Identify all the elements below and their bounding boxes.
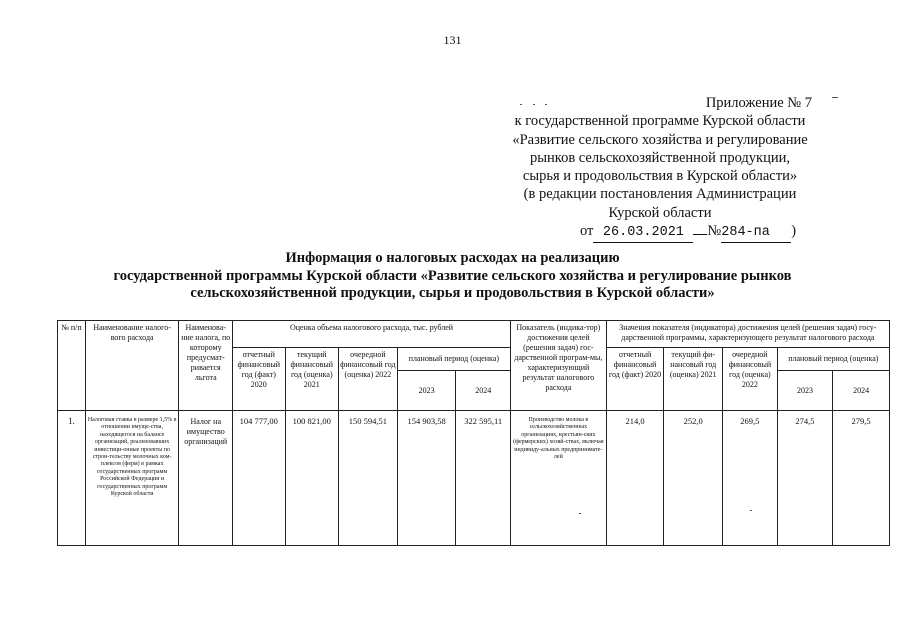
scan-speck: [832, 97, 838, 98]
header-indicator: Показатель (индика-тор) достижения целей (решения задач) гос-дарственной програм-мы, характеризующий результат налогового расхода: [510, 321, 606, 411]
row-estimate-2023: 154 903,58: [397, 411, 456, 546]
resolution-number: [721, 224, 791, 243]
scan-speck: [520, 104, 522, 105]
row-value-2024: 279,5: [833, 411, 890, 546]
scan-speck: [545, 104, 547, 105]
appendix-line: рынков сельскохозяйственной продукции,: [530, 149, 790, 166]
page-number: 131: [443, 33, 462, 47]
row-estimate-2022: 150 594,51: [339, 411, 398, 546]
row-value-2023: 274,5: [777, 411, 833, 546]
appendix-line: Приложение № 7: [705, 95, 812, 111]
title-line: сельскохозяйственной продукции, сырья и продовольствия в Курской области»: [190, 285, 715, 301]
resolution-date: [593, 224, 693, 243]
appendix-block: [470, 94, 850, 243]
header-expense-name: Наименование налого-вого расхода: [85, 321, 179, 411]
appendix-date-line: [470, 222, 850, 243]
document-title: [0, 250, 905, 303]
header-values-2022: очередной финансовый год (оценка) 2022: [723, 348, 778, 411]
header-values-plan-2024: 2024: [833, 371, 890, 411]
number-prefix: №: [707, 223, 722, 240]
resolution-date-value: 26.03.2021: [602, 225, 684, 241]
header-tax-name: Наименова-ние налога, по которому предусмат-ривается льгота: [179, 321, 233, 411]
row-expense-name: Налоговая ставка в размере 1,5% в отношении имуще-ства, находящегося на балансе организаций, реализовавших инвестици-онные проекты по строи-тельству молочных ком-плексов (ферм) в рамках государственных программ Российской Федерации и государственных программ Курской области: [85, 411, 179, 546]
appendix-line: сырья и продовольствия в Курской области»: [522, 168, 798, 185]
scan-speck: [579, 513, 581, 514]
header-num: № п/п: [58, 321, 86, 411]
appendix-line: (в редакции постановления Администрации: [523, 186, 797, 203]
header-values-plan-period: плановый период (оценка): [777, 348, 889, 371]
scan-speck: [750, 510, 752, 511]
tax-expense-table: [57, 320, 890, 546]
row-value-2022: 269,5: [723, 411, 778, 546]
header-plan-period: плановый период (оценка): [397, 348, 510, 371]
row-estimate-2020: 104 777,00: [233, 411, 286, 546]
header-values-2020: отчетный финансовый год (факт) 2020: [606, 348, 664, 411]
table-row: [58, 411, 890, 546]
row-estimate-2024: 322 595,11: [456, 411, 511, 546]
row-indicator: Производство молока в сельскохозяйственных организациях, крестьян-ских (фермерских) хозяй-ствах, включая индивиду-альных предпринимате-лей: [510, 411, 606, 546]
resolution-number-value: 284-па: [721, 225, 770, 241]
row-estimate-2021: 100 821,00: [285, 411, 339, 546]
header-estimate-2022: очередной финансовый год (оценка) 2022: [339, 348, 398, 411]
appendix-line: Курской области: [608, 204, 712, 221]
row-tax-name: Налог на имущество организаций: [179, 411, 233, 546]
title-line: Информация о налоговых расходах на реализацию: [285, 250, 620, 266]
header-values-group: Значения показателя (индикатора) достижения целей (решения задач) госу-дарственной программы, характеризующего результат налогового расхода: [606, 321, 889, 348]
header-plan-2024: 2024: [456, 371, 511, 411]
appendix-line: «Развитие сельского хозяйства и регулирование: [512, 131, 808, 148]
title-line: государственной программы Курской области «Развитие сельского хозяйства и регулирование рынков: [113, 267, 792, 284]
header-plan-2023: 2023: [397, 371, 456, 411]
scan-speck: [533, 104, 535, 105]
row-value-2020: 214,0: [606, 411, 664, 546]
date-prefix: от: [580, 223, 594, 240]
header-values-plan-2023: 2023: [777, 371, 833, 411]
row-num: 1.: [58, 411, 86, 546]
row-value-2021: 252,0: [664, 411, 723, 546]
appendix-line: к государственной программе Курской области: [514, 113, 806, 130]
header-values-2021: текущий фи-нансовый год (оценка) 2021: [664, 348, 723, 411]
header-estimate-2020: отчетный финансовый год (факт) 2020: [233, 348, 286, 411]
header-estimate-2021: текущий финансовый год (оценка) 2021: [285, 348, 339, 411]
closing-paren: ): [791, 223, 797, 240]
header-estimate-group: Оценка объема налогового расхода, тыс. рублей: [233, 321, 511, 348]
